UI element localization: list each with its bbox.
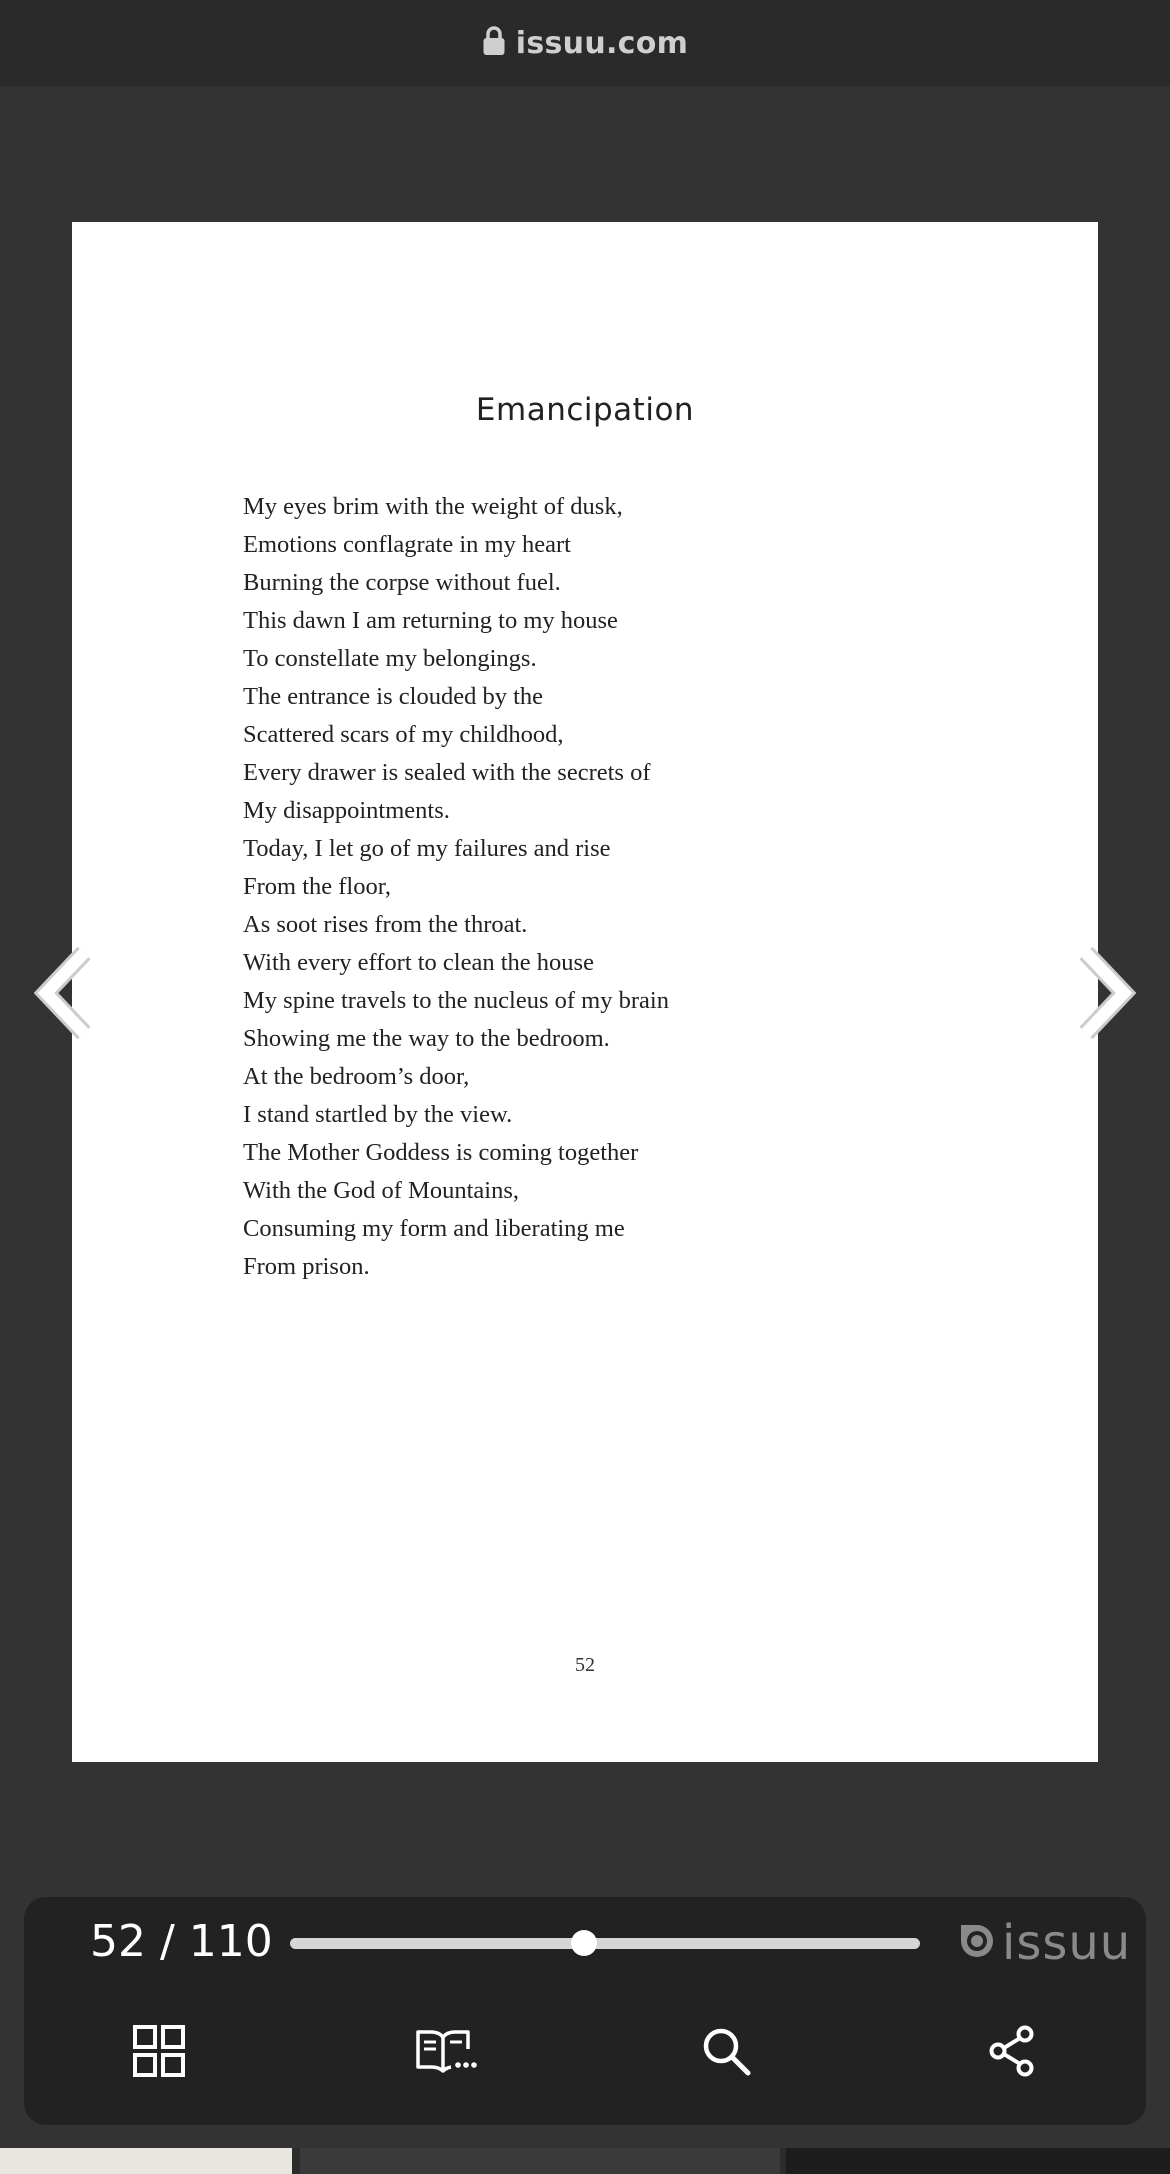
issuu-logo-icon [958, 1922, 996, 1965]
address-bar[interactable] [0, 0, 1170, 86]
url-text: issuu.com [515, 25, 689, 61]
thumbnail-fragment [786, 2148, 1170, 2174]
poem-line: From the floor, [243, 873, 392, 900]
poem-line: The entrance is clouded by the [243, 683, 544, 710]
poem-line: At the bedroom’s door, [243, 1063, 470, 1090]
thumbnail-fragment [0, 2148, 292, 2174]
next-page-button[interactable] [1072, 945, 1136, 1041]
poem-line: My eyes brim with the weight of dusk, [243, 493, 623, 520]
search-icon [700, 2025, 752, 2082]
reader-mode-button[interactable] [406, 2013, 486, 2093]
lock-icon [482, 25, 506, 62]
grid-icon [132, 2024, 186, 2083]
thumbnail-fragment [300, 2148, 780, 2174]
poem-line: From prison. [243, 1253, 370, 1280]
chevron-right-icon [1072, 1028, 1136, 1045]
url-display[interactable] [482, 25, 688, 62]
poem-line: My spine travels to the nucleus of my brain [243, 987, 669, 1014]
slider-track[interactable] [290, 1938, 920, 1949]
document-page [72, 222, 1098, 1762]
poem-line: Emotions conflagrate in my heart [243, 531, 571, 558]
poem-line: Scattered scars of my childhood, [243, 721, 564, 748]
reader-mode-icon [415, 2027, 477, 2080]
issuu-logo[interactable] [958, 1913, 1131, 1973]
poem-line: To constellate my belongings. [243, 645, 537, 672]
poem-line: Consuming my form and liberating me [243, 1215, 625, 1242]
poem-line: With the God of Mountains, [243, 1177, 519, 1204]
page-counter: 52 / 110 [90, 1916, 273, 1967]
poem-line: The Mother Goddess is coming together [243, 1139, 639, 1166]
poem-line: As soot rises from the throat. [243, 911, 528, 938]
page-number: 52 [575, 1654, 595, 1676]
poem-line: Today, I let go of my failures and rise [243, 835, 611, 862]
poem-line: With every effort to clean the house [243, 949, 594, 976]
poem-line: Showing me the way to the bedroom. [243, 1025, 610, 1052]
poem-line: Burning the corpse without fuel. [243, 569, 561, 596]
poem-line: Every drawer is sealed with the secrets of [243, 759, 651, 786]
search-button[interactable] [686, 2013, 766, 2093]
issuu-logo-text: issuu [1002, 1915, 1132, 1971]
page-thumbnail-strip [0, 2148, 1170, 2174]
chevron-left-icon [34, 1028, 98, 1045]
previous-page-button[interactable] [34, 945, 98, 1041]
reader-toolbar [24, 1897, 1146, 2125]
poem-line: My disappointments. [243, 797, 450, 824]
poem-body [243, 488, 669, 1286]
slider-handle[interactable] [571, 1930, 597, 1956]
poem-line: I stand startled by the view. [243, 1101, 513, 1128]
thumbnails-button[interactable] [119, 2013, 199, 2093]
poem-line: This dawn I am returning to my house [243, 607, 618, 634]
share-icon [987, 2025, 1037, 2082]
share-button[interactable] [972, 2013, 1052, 2093]
poem-title: Emancipation [475, 392, 695, 428]
page-slider[interactable] [290, 1930, 920, 1956]
